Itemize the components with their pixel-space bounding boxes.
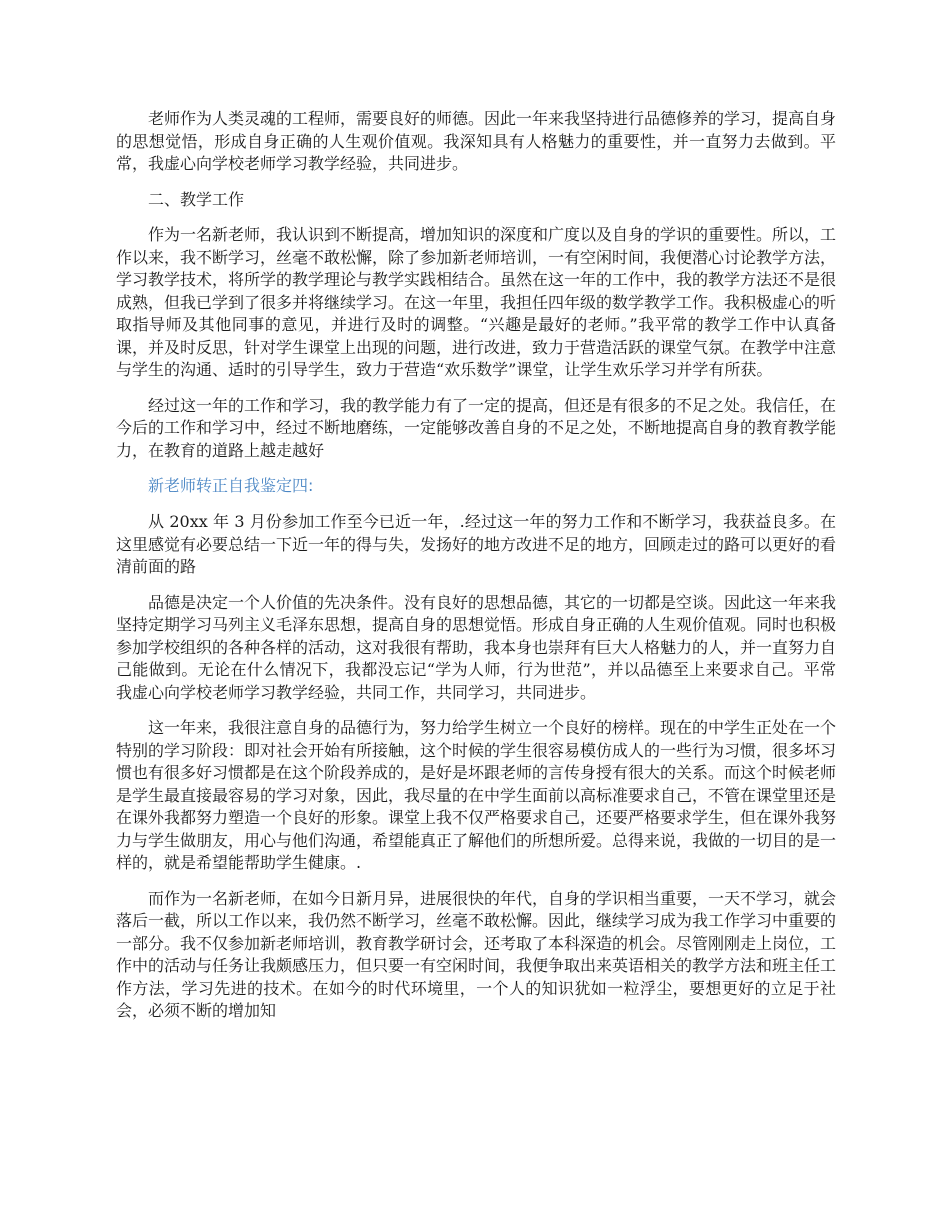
paragraph-continuous-learning: 而作为一名新老师，在如今日新月异，进展很快的年代，自身的学识相当重要，一天不学习，就会落后一截，所以工作以来，我仍然不断学习，丝毫不敢松懈。因此，继续学习成为我工作学习中重要的一部分。我不仅参加新老师培训，教育教学研讨会，还考取了本科深造的机会。尽管刚刚走上岗位，工作中的活动与任务让我颇感压力，但只要一有空闲时间，我便争取出来英语相关的教学方法和班主任工作方法，学习先进的技术。在如今的时代环境里，一个人的知识犹如一粒浮尘，要想更好的立足于社会，必须不断的增加知 <box>116 888 837 1020</box>
paragraph-teaching: 作为一名新老师，我认识到不断提高，增加知识的深度和广度以及自身的学识的重要性。所以，工作以来，我不断学习，丝毫不敢松懈，除了参加新老师培训，一有空闲时间，我便潜心讨论教学方法，学习教学技术，将所学的教学理论与教学实践相结合。虽然在这一年的工作中，我的教学方法还不是很成熟，但我已学到了很多并将继续学习。在这一年里，我担任四年级的数学教学工作。我积极虚心的听取指导师及其他同事的意见，并进行及时的调整。“兴趣是最好的老师。”我平常的教学工作中认真备课，并及时反思，针对学生课堂上出现的问题，进行改进，致力于营造活跃的课堂气氛。在教学中注意与学生的沟通、适时的引导学生，致力于营造“欢乐数学”课堂，让学生欢乐学习并学有所获。 <box>116 225 837 379</box>
paragraph-ethics: 老师作为人类灵魂的工程师，需要良好的师德。因此一年来我坚持进行品德修养的学习，提高自身的思想觉悟，形成自身正确的人生观价值观。我深知具有人格魅力的重要性，并一直努力去做到。平常，我虚心向学校老师学习教学经验，共同进步。 <box>116 109 837 173</box>
section-title-self-assessment-four: 新老师转正自我鉴定四: <box>148 476 314 495</box>
paragraph-intro: 从 20xx 年 3 月份参加工作至今已近一年，.经过这一年的努力工作和不断学习，我获益良多。在这里感觉有必要总结一下近一年的得与失，发扬好的地方改进不足的地方，回顾走过的路可以更好的看清前面的路 <box>116 512 837 576</box>
paragraph-role-model: 这一年来，我很注意自身的品德行为，努力给学生树立一个良好的榜样。现在的中学生正处在一个特别的学习阶段：即对社会开始有所接触，这个时候的学生很容易模仿成人的一些行为习惯，很多坏习惯也有很多好习惯都是在这个阶段养成的，是好是坏跟老师的言传身授有很大的关系。而这个时候老师是学生最直接最容易的学习对象，因此，我尽量的在中学生面前以高标准要求自己，不管在课堂里还是在课外我都努力塑造一个良好的形象。课堂上我不仅严格要求自己，还要严格要求学生，但在课外我努力与学生做朋友，用心与他们沟通，希望能真正了解他们的所想所爱。总得来说，我做的一切目的是一样的，就是希望能帮助学生健康。. <box>116 718 837 872</box>
paragraph-conclusion: 经过这一年的工作和学习，我的教学能力有了一定的提高，但还是有很多的不足之处。我信任，在今后的工作和学习中，经过不断地磨练，一定能够改善自身的不足之处，不断地提高自身的教育教学能力，在教育的道路上越走越好 <box>116 395 837 460</box>
document-page <box>116 108 836 1036</box>
section-heading-teaching-work: 二、教学工作 <box>148 189 245 209</box>
paragraph-morality: 品德是决定一个人价值的先决条件。没有良好的思想品德，其它的一切都是空谈。因此这一年来我坚持定期学习马列主义毛泽东思想，提高自身的思想觉悟。形成自身正确的人生观价值观。同时也积极参加学校组织的各种各样的活动，这对我很有帮助，我本身也崇拜有巨大人格魅力的人，并一直努力自己能做到。无论在什么情况下，我都没忘记“学为人师，行为世范”，并以品德至上来要求自己。平常我虚心向学校老师学习教学经验，共同工作，共同学习，共同进步。 <box>116 592 837 702</box>
